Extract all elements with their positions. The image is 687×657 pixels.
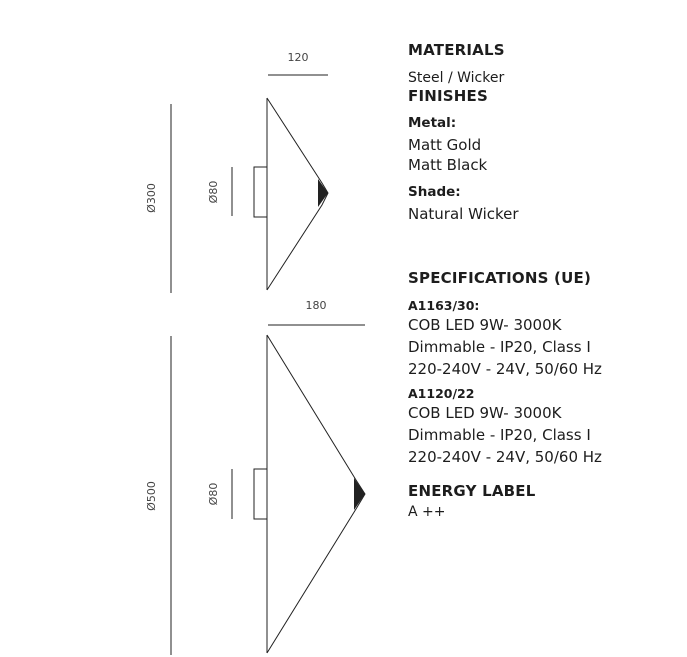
top-lamp-drawing bbox=[171, 75, 328, 293]
metal-label: Metal: bbox=[408, 115, 457, 131]
model-2-line-2: Dimmable - IP20, Class I bbox=[408, 426, 591, 444]
spec-panel bbox=[408, 40, 678, 521]
materials-heading: MATERIALS bbox=[408, 41, 505, 59]
top-base-label: Ø80 bbox=[207, 180, 220, 204]
model-2-line-3: 220-240V - 24V, 50/60 Hz bbox=[408, 448, 602, 466]
bottom-base-label: Ø80 bbox=[207, 482, 220, 506]
model-2-line-1: COB LED 9W- 3000K bbox=[408, 404, 562, 422]
bottom-wall-plate bbox=[254, 469, 267, 519]
materials-value: Steel / Wicker bbox=[408, 70, 505, 86]
energy-value: A ++ bbox=[408, 504, 446, 520]
model-1-line-2: Dimmable - IP20, Class I bbox=[408, 338, 591, 356]
finishes-heading: FINISHES bbox=[408, 87, 488, 105]
top-height-label: Ø300 bbox=[145, 183, 158, 213]
bottom-height-label: Ø500 bbox=[145, 481, 158, 511]
metal-value-1: Matt Gold bbox=[408, 136, 482, 154]
energy-heading: ENERGY LABEL bbox=[408, 482, 536, 500]
model-code-1: A1163/30: bbox=[408, 298, 480, 313]
bottom-width-label: 180 bbox=[305, 299, 327, 312]
model-1-line-3: 220-240V - 24V, 50/60 Hz bbox=[408, 360, 602, 378]
top-width-label: 120 bbox=[287, 51, 309, 64]
bottom-lamp-drawing bbox=[171, 325, 365, 655]
bottom-light-source bbox=[354, 478, 365, 510]
shade-label: Shade: bbox=[408, 184, 461, 200]
model-1-line-1: COB LED 9W- 3000K bbox=[408, 316, 562, 334]
shade-value: Natural Wicker bbox=[408, 205, 519, 223]
model-code-2: A1120/22 bbox=[408, 386, 475, 401]
bottom-shade-outline bbox=[267, 335, 365, 653]
specifications-heading: SPECIFICATIONS (UE) bbox=[408, 269, 591, 287]
top-wall-plate bbox=[254, 167, 267, 217]
metal-value-2: Matt Black bbox=[408, 156, 488, 174]
